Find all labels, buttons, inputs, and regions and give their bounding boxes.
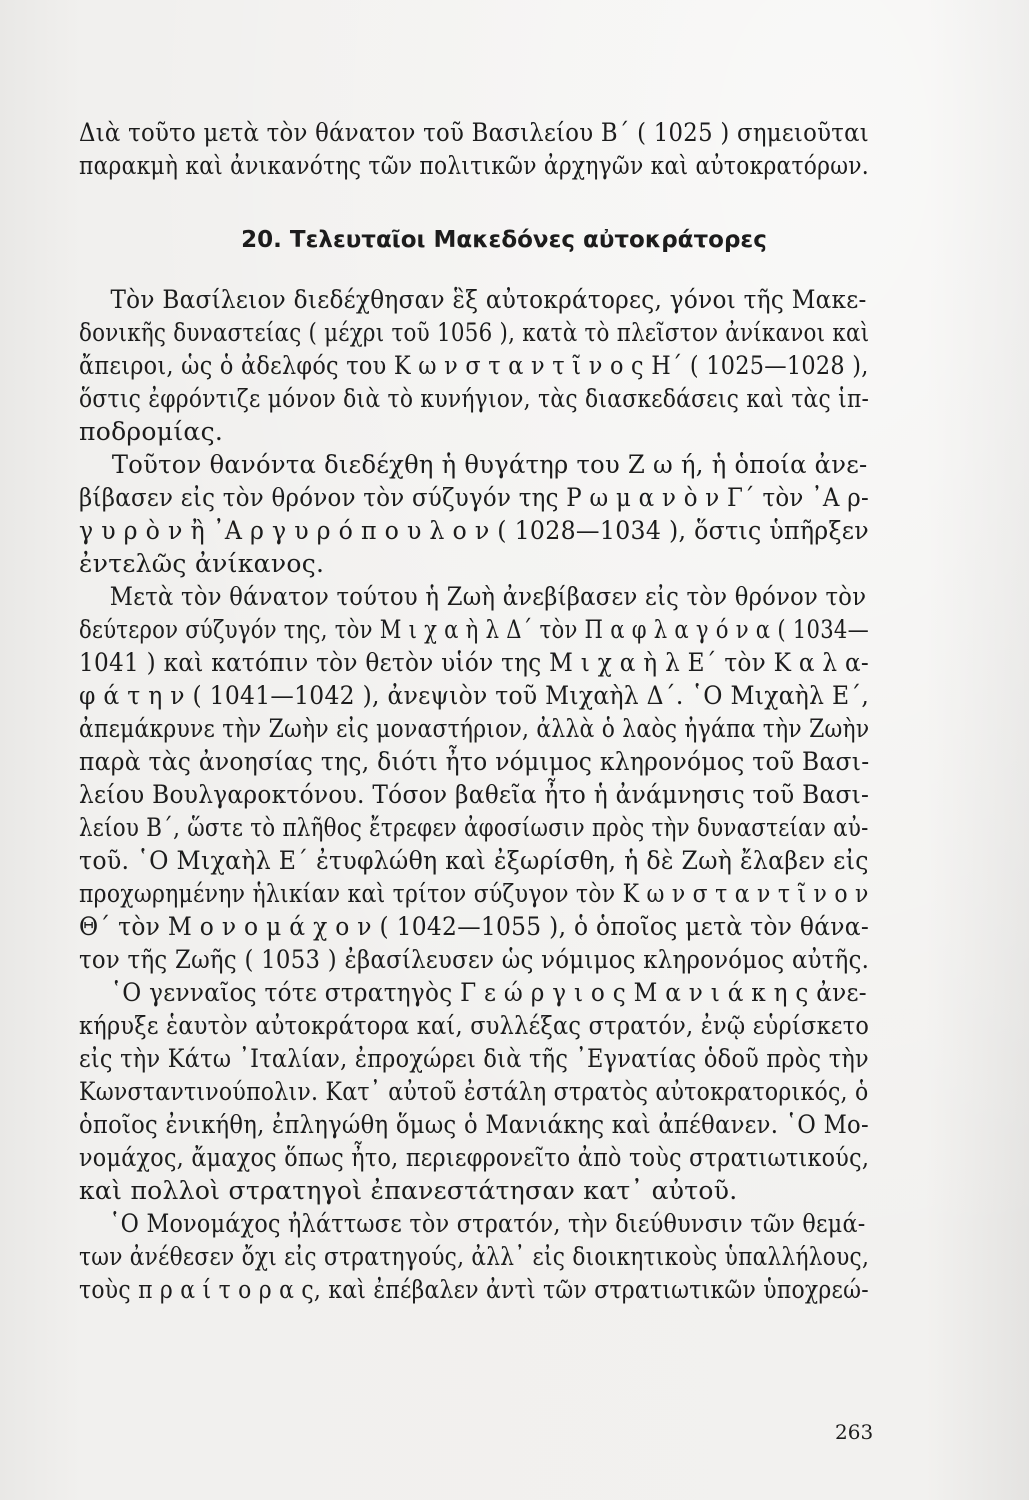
text-line: προχωρημένην ἡλικίαν καὶ τρίτον σύζυγον τὸν Κ ω ν σ τ α ν τ ῖ ν ο ν <box>79 879 869 908</box>
text-line: ποδρομίας. <box>79 417 224 446</box>
text-line: Τὸν Βασίλειον διεδέχθησαν ἓξ αὐτοκράτορες, γόνοι τῆς Μακε- <box>110 285 867 314</box>
section-heading: 20. Τελευταῖοι Μακεδόνες αὐτοκράτορες <box>241 227 767 253</box>
text-line: Διὰ τοῦτο μετὰ τὸν θάνατον τοῦ Βασιλείου Β΄ ( 1025 ) σημειοῦται <box>79 118 869 147</box>
text-line: λείου Βουλγαροκτόνου. Τόσον βαθεῖα ἦτο ἡ ἀνάμνησις τοῦ Βασι- <box>79 780 870 809</box>
page-number: 263 <box>835 1420 874 1444</box>
text-line: δεύτερον σύζυγόν της, τὸν Μ ι χ α ὴ λ Δ΄ τὸν Π α φ λ α γ ό ν α ( 1034— <box>79 615 870 644</box>
text-line: τοὺς π ρ α ί τ ο ρ α ς, καὶ ἐπέβαλεν ἀντὶ τῶν στρατιωτικῶν ὑποχρεώ- <box>79 1275 869 1304</box>
text-line: τον τῆς Ζωῆς ( 1053 ) ἐβασίλευσεν ὡς νόμιμος κληρονόμος αὐτῆς. <box>79 945 870 974</box>
text-line: λείου Β΄, ὥστε τὸ πλῆθος ἔτρεφεν ἀφοσίωσιν πρὸς τὴν δυναστείαν αὐ- <box>79 813 869 842</box>
text-line: ῾Ο γενναῖος τότε στρατηγὸς Γ ε ώ ρ γ ι ο ς Μ α ν ι ά κ η ς ἀνε- <box>110 978 867 1007</box>
text-line: εἰς τὴν Κάτω ᾿Ιταλίαν, ἐπροχώρει διὰ τῆς ᾿Εγνατίας ὁδοῦ πρὸς τὴν <box>79 1044 869 1073</box>
text-line: ἄπειροι, ὡς ὁ ἀδελφός του Κ ω ν σ τ α ν τ ῖ ν ο ς Η΄ ( 1025—1028 ), <box>79 351 869 380</box>
text-line: ὅστις ἐφρόντιζε μόνον διὰ τὸ κυνήγιον, τὰς διασκεδάσεις καὶ τὰς ἱπ- <box>79 384 870 413</box>
text-line: γ υ ρ ὸ ν ἢ ᾿Α ρ γ υ ρ ό π ο υ λ ο ν ( 1028—1034 ), ὅστις ὑπῆρξεν <box>79 516 869 545</box>
text-line: 1041 ) καὶ κατόπιν τὸν θετὸν υἱόν της Μ ι χ α ὴ λ Ε΄ τὸν Κ α λ α- <box>79 648 870 677</box>
text-line: των ἀνέθεσεν ὄχι εἰς στρατηγούς, ἀλλ᾿ εἰς διοικητικοὺς ὑπαλλήλους, <box>79 1242 870 1271</box>
text-line: δονικῆς δυναστείας ( μέχρι τοῦ 1056 ), κατὰ τὸ πλεῖστον ἀνίκανοι καὶ <box>79 318 870 347</box>
text-line: Μετὰ τὸν θάνατον τούτου ἡ Ζωὴ ἀνεβίβασεν εἰς τὸν θρόνον τὸν <box>109 582 867 611</box>
text-line: νομάχος, ἄμαχος ὅπως ἦτο, περιεφρονεῖτο ἀπὸ τοὺς στρατιωτικούς, <box>79 1143 870 1172</box>
text-line: Τοῦτον θανόντα διεδέχθη ἡ θυγάτηρ του Ζ ω ή, ἡ ὁποία ἀνε- <box>111 450 868 479</box>
text-line: ῾Ο Μονομάχος ἠλάττωσε τὸν στρατόν, τὴν διεύθυνσιν τῶν θεμά- <box>109 1209 866 1238</box>
text-line: παρὰ τὰς ἀνοησίας της, διότι ἦτο νόμιμος κληρονόμος τοῦ Βασι- <box>79 747 870 776</box>
text-line: Κωνσταντινούπολιν. Κατ᾿ αὐτοῦ ἐστάλη στρατὸς αὐτοκρατορικός, ὁ <box>79 1077 869 1106</box>
intro-paragraph <box>79 116 869 182</box>
text-line: φ ά τ η ν ( 1041—1042 ), ἀνεψιὸν τοῦ Μιχαὴλ Δ΄. ῾Ο Μιχαὴλ Ε΄, <box>79 681 870 710</box>
text-line: καὶ πολλοὶ στρατηγοὶ ἐπανεστάτησαν κατ᾿ αὐτοῦ. <box>79 1176 738 1205</box>
text-line: ἐντελῶς ἀνίκανος. <box>79 549 325 578</box>
text-column <box>79 116 869 1306</box>
text-line: ἀπεμάκρυνε τὴν Ζωὴν εἰς μοναστήριον, ἀλλὰ ὁ λαὸς ἠγάπα τὴν Ζωὴν <box>79 714 870 743</box>
text-line: τοῦ. ῾Ο Μιχαὴλ Ε΄ ἐτυφλώθη καὶ ἐξωρίσθη, ἡ δὲ Ζωὴ ἔλαβεν εἰς <box>79 846 869 875</box>
text-line: ὁποῖος ἐνικήθη, ἐπληγώθη ὅμως ὁ Μανιάκης καὶ ἀπέθανεν. ῾Ο Μο- <box>79 1110 869 1139</box>
body-text <box>79 283 869 1306</box>
text-line: Θ΄ τὸν Μ ο ν ο μ ά χ ο ν ( 1042—1055 ), ὁ ὁποῖος μετὰ τὸν θάνα- <box>79 912 870 941</box>
text-line: κήρυξε ἑαυτὸν αὐτοκράτορα καί, συλλέξας στρατόν, ἐνῷ εὑρίσκετο <box>79 1011 870 1040</box>
text-line: παρακμὴ καὶ ἀνικανότης τῶν πολιτικῶν ἀρχηγῶν καὶ αὐτοκρατόρων. <box>79 151 869 180</box>
text-line: βίβασεν εἰς τὸν θρόνον τὸν σύζυγόν της Ρ ω μ α ν ὸ ν Γ΄ τὸν ᾿Α ρ- <box>79 483 869 512</box>
